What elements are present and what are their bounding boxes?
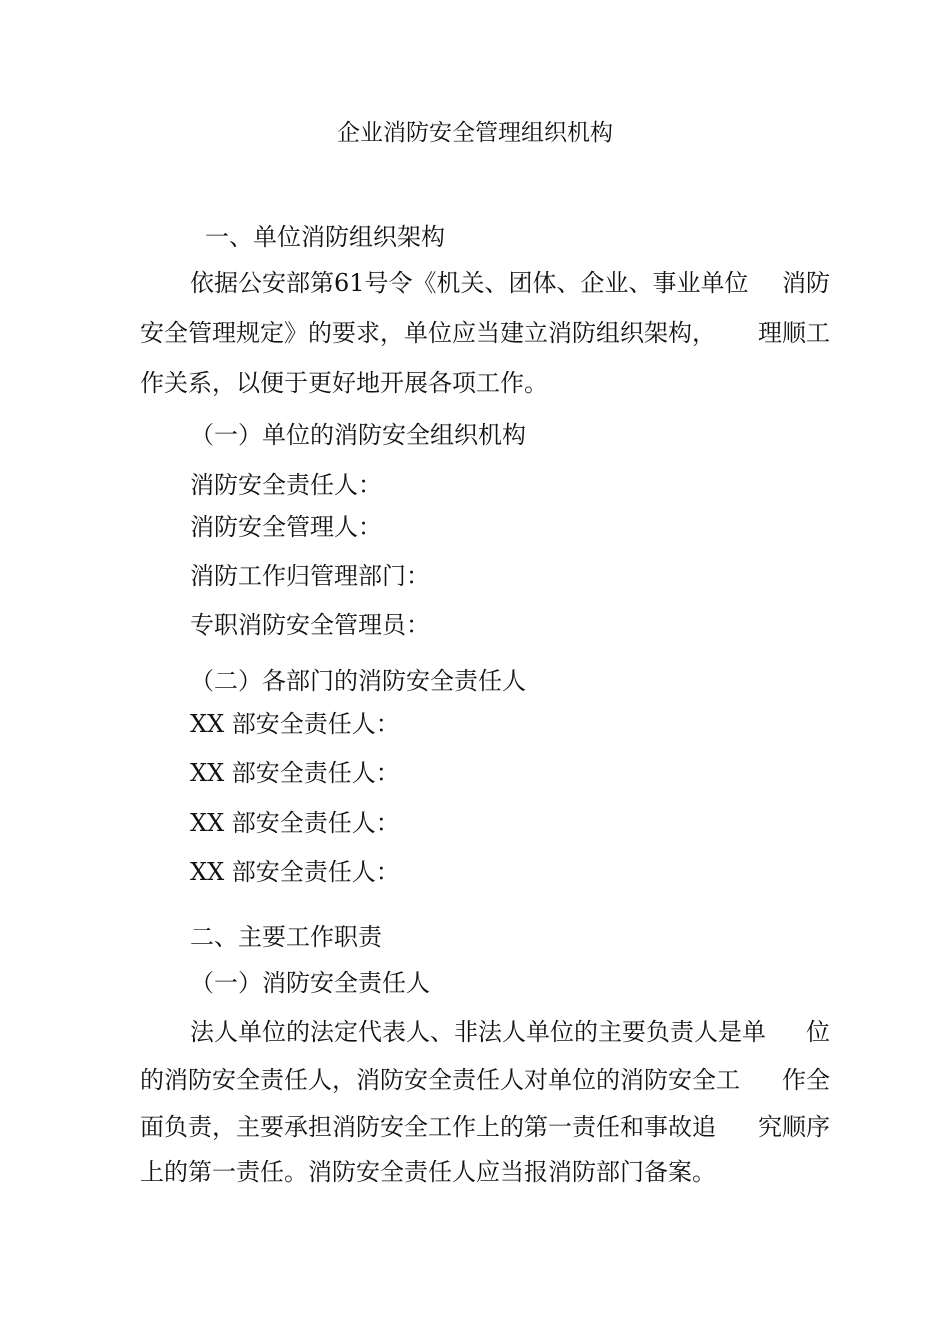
paragraph-line: 作关系，以便于更好地开展各项工作。 bbox=[140, 369, 548, 397]
text-fragment: 法人单位的法定代表人、非法人单位的主要负责人是单 bbox=[190, 1018, 766, 1046]
list-item: XX 部安全责任人： bbox=[190, 710, 400, 738]
paragraph-line bbox=[190, 268, 830, 298]
subsection-heading: （一）消防安全责任人 bbox=[190, 969, 430, 997]
text-fragment: 位 bbox=[806, 1018, 830, 1046]
text-fragment: 究顺序 bbox=[758, 1113, 830, 1141]
document-title: 企业消防安全管理组织机构 bbox=[337, 120, 613, 146]
list-item: 消防安全管理人： bbox=[190, 513, 382, 541]
subsection-heading: （一）单位的消防安全组织机构 bbox=[190, 421, 526, 449]
section-heading-2: 二、主要工作职责 bbox=[190, 923, 382, 951]
text-fragment: 的消防安全责任人，消防安全责任人对单位的消防安全工 bbox=[140, 1066, 740, 1094]
list-item: 消防安全责任人： bbox=[190, 471, 382, 499]
paragraph-line bbox=[140, 318, 830, 348]
paragraph-line: 上的第一责任。消防安全责任人应当报消防部门备案。 bbox=[140, 1158, 716, 1186]
section-heading-1: 一、单位消防组织架构 bbox=[205, 223, 445, 251]
paragraph-line bbox=[140, 1065, 830, 1095]
paragraph-line bbox=[140, 1112, 830, 1142]
text-fragment: 安全管理规定》的要求，单位应当建立消防组织架构， bbox=[140, 319, 716, 347]
text-fragment: 号令《机关、团体、企业、事业单位 bbox=[364, 269, 749, 297]
subsection-heading: （二）各部门的消防安全责任人 bbox=[190, 667, 526, 695]
text-fragment: 依据公安部第 bbox=[190, 269, 334, 297]
regulation-number: 61 bbox=[334, 269, 365, 297]
text-fragment: 作全 bbox=[782, 1066, 830, 1094]
list-item: XX 部安全责任人： bbox=[190, 759, 400, 787]
list-item: 消防工作归管理部门： bbox=[190, 562, 430, 590]
text-fragment: 理顺工 bbox=[758, 319, 830, 347]
list-item: XX 部安全责任人： bbox=[190, 858, 400, 886]
text-fragment: 面负责，主要承担消防安全工作上的第一责任和事故追 bbox=[140, 1113, 716, 1141]
list-item: XX 部安全责任人： bbox=[190, 809, 400, 837]
paragraph-line bbox=[190, 1017, 830, 1047]
list-item: 专职消防安全管理员： bbox=[190, 611, 430, 639]
text-fragment: 消防 bbox=[782, 269, 830, 297]
